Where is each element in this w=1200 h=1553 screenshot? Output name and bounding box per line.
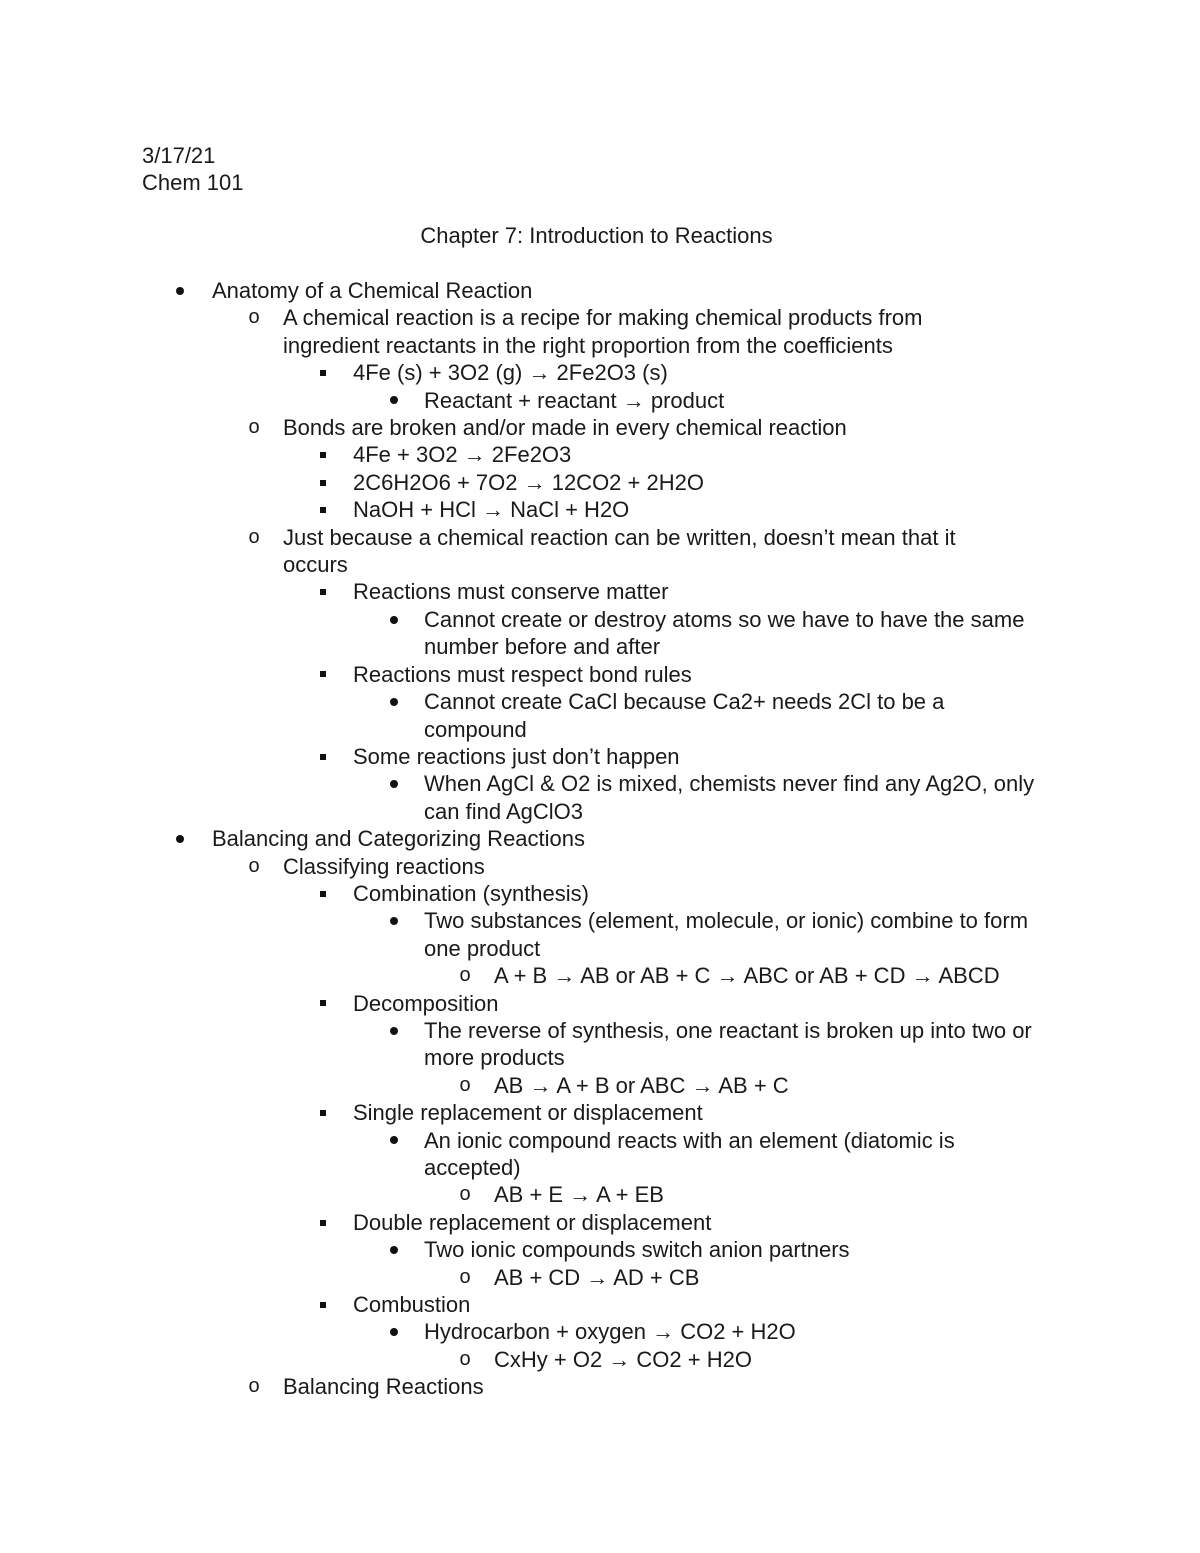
outline-item-level-4 [0,1318,1200,1345]
outline-item-text: A + B → AB or AB + C → ABC or AB + CD → ABCD [494,963,1000,989]
outline-item-level-3 [0,359,1200,386]
outline-item-level-3 [0,441,1200,468]
outline-item-text: Combination (synthesis) [353,880,589,906]
bullet-circle-icon: o [459,964,471,987]
bullet-square-icon [313,496,333,523]
bullet-circle-icon: o [459,1183,471,1206]
outline-item-text: Balancing and Categorizing Reactions [212,826,586,852]
bullet-circle-icon: o [248,416,260,439]
outline-item-level-1 [0,277,1200,304]
outline-item-text: Two substances (element, molecule, or ionic) combine to form one product [424,908,1029,961]
outline-item-level-5 [0,1072,1200,1099]
outline-item-level-2 [0,524,1200,579]
outline-item-level-5 [0,1264,1200,1291]
outline-item-text: Cannot create CaCl because Ca2+ needs 2Cl to be a compound [424,689,945,742]
outline-item-level-3 [0,469,1200,496]
bullet-dot-icon [384,1236,404,1263]
outline-item-text: 4Fe (s) + 3O2 (g) → 2Fe2O3 (s) [353,360,668,386]
outline-item-level-4 [0,907,1200,962]
bullet-circle-icon: o [459,1073,471,1096]
bullet-square-icon [313,469,333,496]
outline-item-text: Just because a chemical reaction can be written, doesn’t mean that it occurs [283,524,956,578]
outline-item-level-2 [0,304,1200,359]
outline-item-text: Anatomy of a Chemical Reaction [212,278,533,303]
outline-item-level-3 [0,578,1200,605]
outline-item-level-4 [0,606,1200,661]
bullet-circle-icon: o [248,525,260,548]
course-name: Chem 101 [142,170,244,195]
outline-item-text: AB + CD → AD + CB [494,1264,700,1290]
outline-item-text: Reactions must respect bond rules [353,661,692,687]
outline-item-text: 4Fe + 3O2 → 2Fe2O3 [353,442,572,468]
outline-item-level-2 [0,1373,1200,1400]
outline-item-text: When AgCl & O2 is mixed, chemists never find any Ag2O, only can find AgClO3 [424,771,1035,824]
outline-item-text: Decomposition [353,990,499,1016]
outline-item-level-4 [0,770,1200,825]
outline-item-text: Combustion [353,1292,471,1318]
outline-item-text: 2C6H2O6 + 7O2 → 12CO2 + 2H2O [353,469,704,495]
bullet-square-icon [313,578,333,605]
bullet-square-icon [313,1291,333,1318]
bullet-circle-icon: o [248,854,260,877]
bullet-dot-icon [384,770,404,797]
bullet-circle-icon: o [459,1347,471,1370]
outline-item-text: AB + E → A + EB [494,1182,664,1208]
outline-item-level-4 [0,1236,1200,1263]
outline-item-level-2 [0,853,1200,880]
bullet-square-icon [313,880,333,907]
bullet-dot-icon [170,277,190,304]
outline-item-text: Classifying reactions [283,853,485,879]
outline-item-level-5 [0,1346,1200,1373]
outline-item-level-3 [0,661,1200,688]
outline-item-text: Hydrocarbon + oxygen → CO2 + H2O [424,1319,796,1345]
outline-item-text: Some reactions just don’t happen [353,743,680,769]
outline-item-text: Cannot create or destroy atoms so we have to have the same number before and after [424,606,1025,660]
outline-item-level-4 [0,688,1200,743]
outline-item-level-5 [0,1181,1200,1208]
outline-item-text: Two ionic compounds switch anion partners [424,1237,850,1263]
bullet-square-icon [313,990,333,1017]
outline-item-level-5 [0,962,1200,989]
outline-item-level-3 [0,496,1200,523]
bullet-square-icon [313,743,333,770]
outline-item-level-1 [0,825,1200,852]
notes-outline [0,277,1200,1401]
outline-item-level-4 [0,387,1200,414]
page-title: Chapter 7: Introduction to Reactions [420,223,773,248]
bullet-circle-icon: o [459,1265,471,1288]
bullet-square-icon [313,1209,333,1236]
bullet-square-icon [313,441,333,468]
note-date: 3/17/21 [142,143,216,168]
outline-item-level-3 [0,880,1200,907]
outline-item-text: Reactions must conserve matter [353,579,669,605]
outline-item-text: A chemical reaction is a recipe for making chemical products from ingredient reactants in the right proportion from the coefficients [283,305,923,358]
outline-item-level-3 [0,1099,1200,1126]
bullet-dot-icon [384,1017,404,1044]
outline-item-level-3 [0,990,1200,1017]
outline-item-level-4 [0,1127,1200,1182]
bullet-dot-icon [384,907,404,934]
outline-item-text: Bonds are broken and/or made in every chemical reaction [283,415,847,441]
bullet-square-icon [313,661,333,688]
outline-item-level-3 [0,743,1200,770]
bullet-square-icon [313,359,333,386]
bullet-dot-icon [384,387,404,414]
outline-item-level-4 [0,1017,1200,1072]
outline-item-text: An ionic compound reacts with an element (diatomic is accepted) [424,1127,955,1180]
bullet-square-icon [313,1099,333,1126]
bullet-dot-icon [384,688,404,715]
outline-item-level-2 [0,414,1200,441]
bullet-circle-icon: o [248,1375,260,1398]
bullet-dot-icon [384,1127,404,1154]
outline-item-level-3 [0,1209,1200,1236]
outline-item-level-3 [0,1291,1200,1318]
bullet-dot-icon [384,606,404,633]
outline-item-text: Single replacement or displacement [353,1100,703,1126]
outline-item-text: CxHy + O2 → CO2 + H2O [494,1346,752,1372]
bullet-dot-icon [384,1318,404,1345]
outline-item-text: AB → A + B or ABC → AB + C [494,1072,789,1098]
outline-item-text: NaOH + HCl → NaCl + H2O [353,497,630,523]
outline-item-text: The reverse of synthesis, one reactant is broken up into two or more products [424,1017,1032,1071]
bullet-dot-icon [170,825,190,852]
outline-item-text: Balancing Reactions [283,1374,484,1400]
outline-item-text: Reactant + reactant → product [424,387,725,413]
bullet-circle-icon: o [248,306,260,329]
outline-item-text: Double replacement or displacement [353,1209,712,1235]
